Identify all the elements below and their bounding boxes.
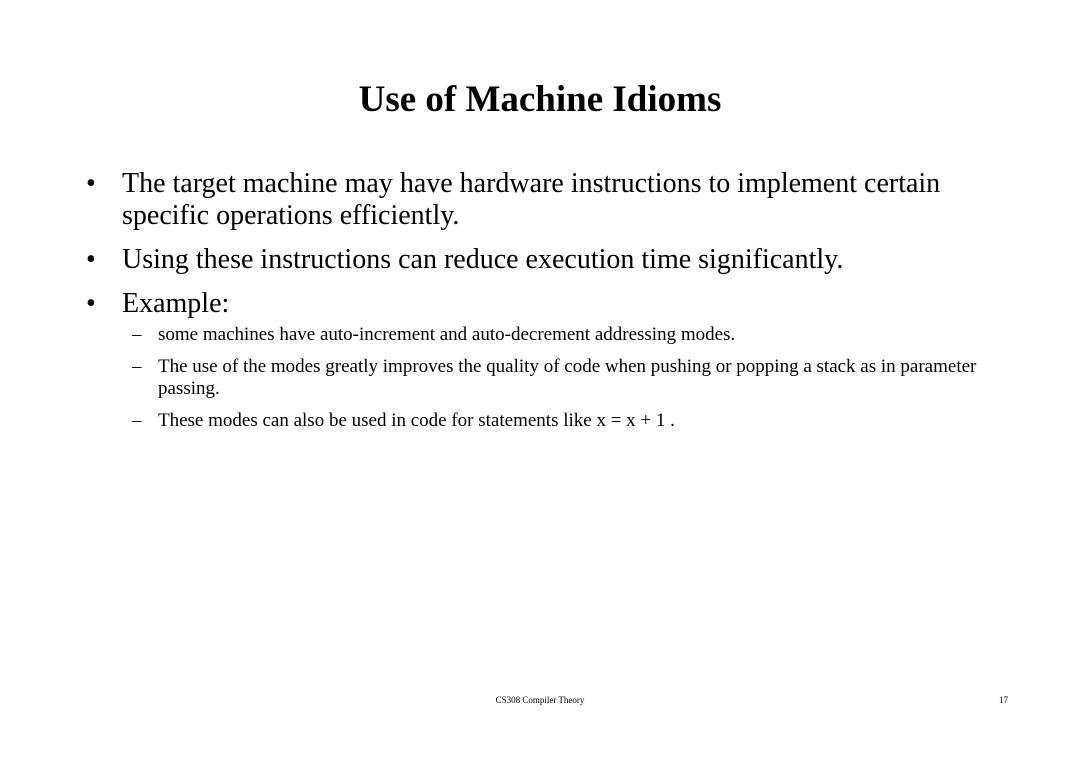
bullet-marker: • — [86, 244, 96, 275]
bullet-text: Example: — [122, 288, 230, 319]
sub-bullet-text: The use of the modes greatly improves the quality of code when pushing or popping a stack as in parameter passing. — [158, 356, 977, 399]
bullet-marker: • — [86, 288, 96, 319]
sub-bullet-list — [118, 324, 1026, 432]
sub-bullet-marker: – — [132, 356, 142, 377]
bullet-item — [86, 288, 1026, 432]
bullet-marker: • — [86, 168, 96, 199]
sub-bullet-text: These modes can also be used in code for statements like x = x + 1 . — [158, 410, 675, 431]
bullet-item — [86, 168, 1026, 232]
bullet-item — [86, 244, 1026, 276]
bullet-text: Using these instructions can reduce execution time significantly. — [122, 244, 844, 275]
bullet-text: The target machine may have hardware instructions to implement certain specific operations efficiently. — [122, 168, 941, 231]
bullet-list — [86, 168, 1026, 444]
sub-bullet-item — [118, 410, 1026, 432]
sub-bullet-marker: – — [132, 410, 142, 431]
footer-course-label: CS308 Compiler Theory — [495, 695, 585, 705]
sub-bullet-item — [118, 356, 1026, 400]
slide-title: Use of Machine Idioms — [358, 79, 722, 120]
sub-bullet-text: some machines have auto-increment and auto-decrement addressing modes. — [158, 324, 736, 345]
page-number: 17 — [999, 695, 1008, 705]
sub-bullet-item — [118, 324, 1026, 346]
sub-bullet-marker: – — [132, 324, 142, 345]
